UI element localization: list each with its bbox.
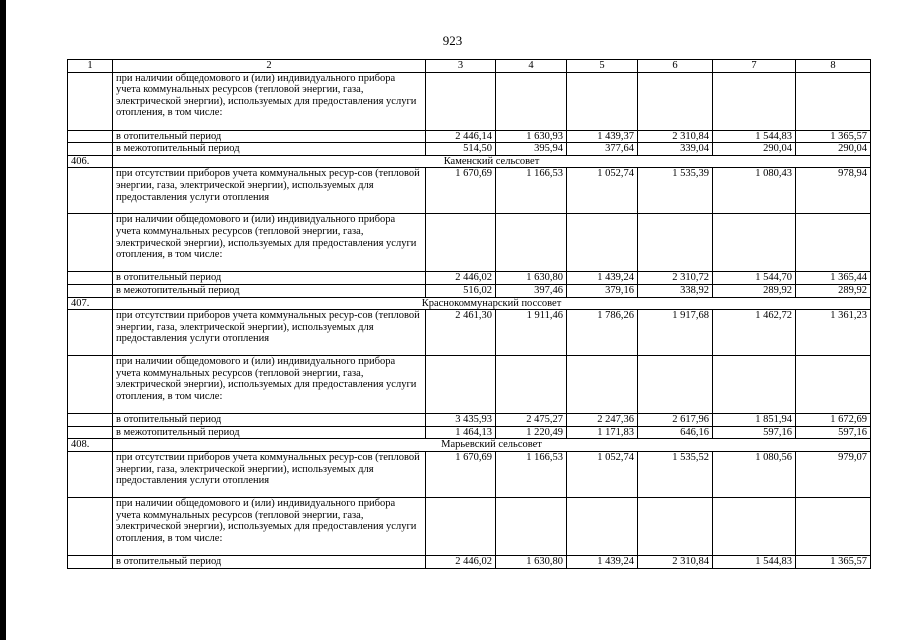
empty-cell — [68, 284, 113, 297]
row-label: при отсутствии приборов учета коммунальных ресур-сов (тепловой энергии, газа, электрической энергии), используемых для предоставления услуги отопления — [113, 451, 426, 497]
value-cell: 2 461,30 — [426, 310, 496, 356]
table-row-unmetered — [68, 168, 871, 214]
value-cell: 1 166,53 — [496, 168, 567, 214]
row-label: при отсутствии приборов учета коммунальных ресур-сов (тепловой энергии, газа, электрической энергии), используемых для предоставления услуги отопления — [113, 168, 426, 214]
value-cell: 1 080,43 — [713, 168, 796, 214]
value-cell: 1 439,37 — [567, 130, 638, 143]
value-cell: 379,16 — [567, 284, 638, 297]
empty-cell — [713, 356, 796, 414]
row-label: при отсутствии приборов учета коммунальных ресур-сов (тепловой энергии, газа, электрической энергии), используемых для предоставления услуги отопления — [113, 310, 426, 356]
value-cell: 1 365,57 — [796, 555, 871, 568]
section-name: Каменский сельсовет — [113, 155, 871, 168]
empty-cell — [713, 72, 796, 130]
table-row-nonheating — [68, 284, 871, 297]
table-row-heating — [68, 130, 871, 143]
row-label: в межотопительный период — [113, 284, 426, 297]
empty-cell — [426, 356, 496, 414]
section-header-row — [68, 155, 871, 168]
section-number: 406. — [68, 155, 113, 168]
empty-cell — [68, 356, 113, 414]
empty-cell — [796, 497, 871, 555]
table-row-heating — [68, 414, 871, 427]
empty-cell — [638, 214, 713, 272]
value-cell: 1 544,70 — [713, 272, 796, 285]
column-header: 2 — [113, 60, 426, 73]
empty-cell — [68, 130, 113, 143]
value-cell: 1 166,53 — [496, 451, 567, 497]
value-cell: 1 851,94 — [713, 414, 796, 427]
value-cell: 2 446,02 — [426, 555, 496, 568]
value-cell: 1 080,56 — [713, 451, 796, 497]
value-cell: 1 670,69 — [426, 451, 496, 497]
empty-cell — [567, 72, 638, 130]
empty-cell — [68, 168, 113, 214]
row-label: в отопительный период — [113, 130, 426, 143]
section-number: 407. — [68, 297, 113, 310]
row-label: в отопительный период — [113, 555, 426, 568]
empty-cell — [68, 72, 113, 130]
value-cell: 646,16 — [638, 426, 713, 439]
value-cell: 395,94 — [496, 143, 567, 156]
value-cell: 514,50 — [426, 143, 496, 156]
column-header: 1 — [68, 60, 113, 73]
empty-cell — [638, 72, 713, 130]
empty-cell — [496, 356, 567, 414]
empty-cell — [68, 426, 113, 439]
value-cell: 338,92 — [638, 284, 713, 297]
value-cell: 290,04 — [796, 143, 871, 156]
value-cell: 1 171,83 — [567, 426, 638, 439]
empty-cell — [426, 214, 496, 272]
empty-cell — [796, 72, 871, 130]
empty-cell — [638, 497, 713, 555]
value-cell: 1 365,44 — [796, 272, 871, 285]
value-cell: 1 365,57 — [796, 130, 871, 143]
column-header: 4 — [496, 60, 567, 73]
column-header: 7 — [713, 60, 796, 73]
tariff-table — [67, 59, 871, 569]
value-cell: 1 630,93 — [496, 130, 567, 143]
empty-cell — [426, 72, 496, 130]
value-cell: 1 462,72 — [713, 310, 796, 356]
value-cell: 978,94 — [796, 168, 871, 214]
section-header-row — [68, 439, 871, 452]
column-header: 8 — [796, 60, 871, 73]
value-cell: 597,16 — [713, 426, 796, 439]
value-cell: 597,16 — [796, 426, 871, 439]
value-cell: 2 446,14 — [426, 130, 496, 143]
column-header: 5 — [567, 60, 638, 73]
column-header: 6 — [638, 60, 713, 73]
value-cell: 289,92 — [796, 284, 871, 297]
empty-cell — [713, 214, 796, 272]
value-cell: 2 310,84 — [638, 130, 713, 143]
table-row-metered-label — [68, 214, 871, 272]
empty-cell — [796, 356, 871, 414]
empty-cell — [68, 214, 113, 272]
value-cell: 1 670,69 — [426, 168, 496, 214]
table-row-heating — [68, 272, 871, 285]
table-row-nonheating — [68, 426, 871, 439]
value-cell: 1 052,74 — [567, 451, 638, 497]
empty-cell — [426, 497, 496, 555]
empty-cell — [68, 143, 113, 156]
value-cell: 1 544,83 — [713, 555, 796, 568]
scan-edge-bar — [0, 0, 6, 640]
value-cell: 289,92 — [713, 284, 796, 297]
row-label: в межотопительный период — [113, 143, 426, 156]
table-row-unmetered — [68, 310, 871, 356]
empty-cell — [68, 497, 113, 555]
value-cell: 1 052,74 — [567, 168, 638, 214]
value-cell: 2 247,36 — [567, 414, 638, 427]
row-label: при наличии общедомового и (или) индивидуального прибора учета коммунальных ресурсов (тепловой энергии, газа, электрической энергии), используемых для предоставления услуги отопления, в том числе: — [113, 497, 426, 555]
page-number: 923 — [442, 33, 463, 48]
empty-cell — [496, 214, 567, 272]
table-row-heating — [68, 555, 871, 568]
value-cell: 516,02 — [426, 284, 496, 297]
value-cell: 1 464,13 — [426, 426, 496, 439]
section-name: Марьевский сельсовет — [113, 439, 871, 452]
value-cell: 1 911,46 — [496, 310, 567, 356]
row-label: при наличии общедомового и (или) индивидуального прибора учета коммунальных ресурсов (тепловой энергии, газа, электрической энергии), используемых для предоставления услуги отопления, в том числе: — [113, 72, 426, 130]
empty-cell — [567, 356, 638, 414]
table-row-metered-label — [68, 356, 871, 414]
table-body — [68, 60, 871, 569]
value-cell: 1 439,24 — [567, 272, 638, 285]
empty-cell — [567, 214, 638, 272]
value-cell: 1 917,68 — [638, 310, 713, 356]
value-cell: 1 630,80 — [496, 272, 567, 285]
empty-cell — [796, 214, 871, 272]
value-cell: 377,64 — [567, 143, 638, 156]
empty-cell — [68, 451, 113, 497]
value-cell: 2 617,96 — [638, 414, 713, 427]
empty-cell — [567, 497, 638, 555]
value-cell: 2 446,02 — [426, 272, 496, 285]
empty-cell — [68, 414, 113, 427]
value-cell: 339,04 — [638, 143, 713, 156]
value-cell: 1 220,49 — [496, 426, 567, 439]
row-label: при наличии общедомового и (или) индивидуального прибора учета коммунальных ресурсов (тепловой энергии, газа, электрической энергии), используемых для предоставления услуги отопления, в том числе: — [113, 214, 426, 272]
table-row-metered-label — [68, 72, 871, 130]
value-cell: 1 439,24 — [567, 555, 638, 568]
row-label: в отопительный период — [113, 272, 426, 285]
value-cell: 1 361,23 — [796, 310, 871, 356]
value-cell: 979,07 — [796, 451, 871, 497]
section-header-row — [68, 297, 871, 310]
value-cell: 397,46 — [496, 284, 567, 297]
value-cell: 2 310,84 — [638, 555, 713, 568]
value-cell: 1 786,26 — [567, 310, 638, 356]
table-row-metered-label — [68, 497, 871, 555]
row-label: при наличии общедомового и (или) индивидуального прибора учета коммунальных ресурсов (тепловой энергии, газа, электрической энергии), используемых для предоставления услуги отопления, в том числе: — [113, 356, 426, 414]
empty-cell — [68, 272, 113, 285]
empty-cell — [68, 310, 113, 356]
table-row-unmetered — [68, 451, 871, 497]
empty-cell — [713, 497, 796, 555]
value-cell: 1 544,83 — [713, 130, 796, 143]
section-name: Краснокоммунарский поссовет — [113, 297, 871, 310]
table-row-nonheating — [68, 143, 871, 156]
value-cell: 1 672,69 — [796, 414, 871, 427]
empty-cell — [638, 356, 713, 414]
row-label: в межотопительный период — [113, 426, 426, 439]
column-header: 3 — [426, 60, 496, 73]
value-cell: 1 630,80 — [496, 555, 567, 568]
value-cell: 1 535,52 — [638, 451, 713, 497]
empty-cell — [68, 555, 113, 568]
row-label: в отопительный период — [113, 414, 426, 427]
value-cell: 2 475,27 — [496, 414, 567, 427]
value-cell: 3 435,93 — [426, 414, 496, 427]
value-cell: 290,04 — [713, 143, 796, 156]
section-number: 408. — [68, 439, 113, 452]
value-cell: 2 310,72 — [638, 272, 713, 285]
value-cell: 1 535,39 — [638, 168, 713, 214]
empty-cell — [496, 497, 567, 555]
empty-cell — [496, 72, 567, 130]
header-row — [68, 60, 871, 73]
